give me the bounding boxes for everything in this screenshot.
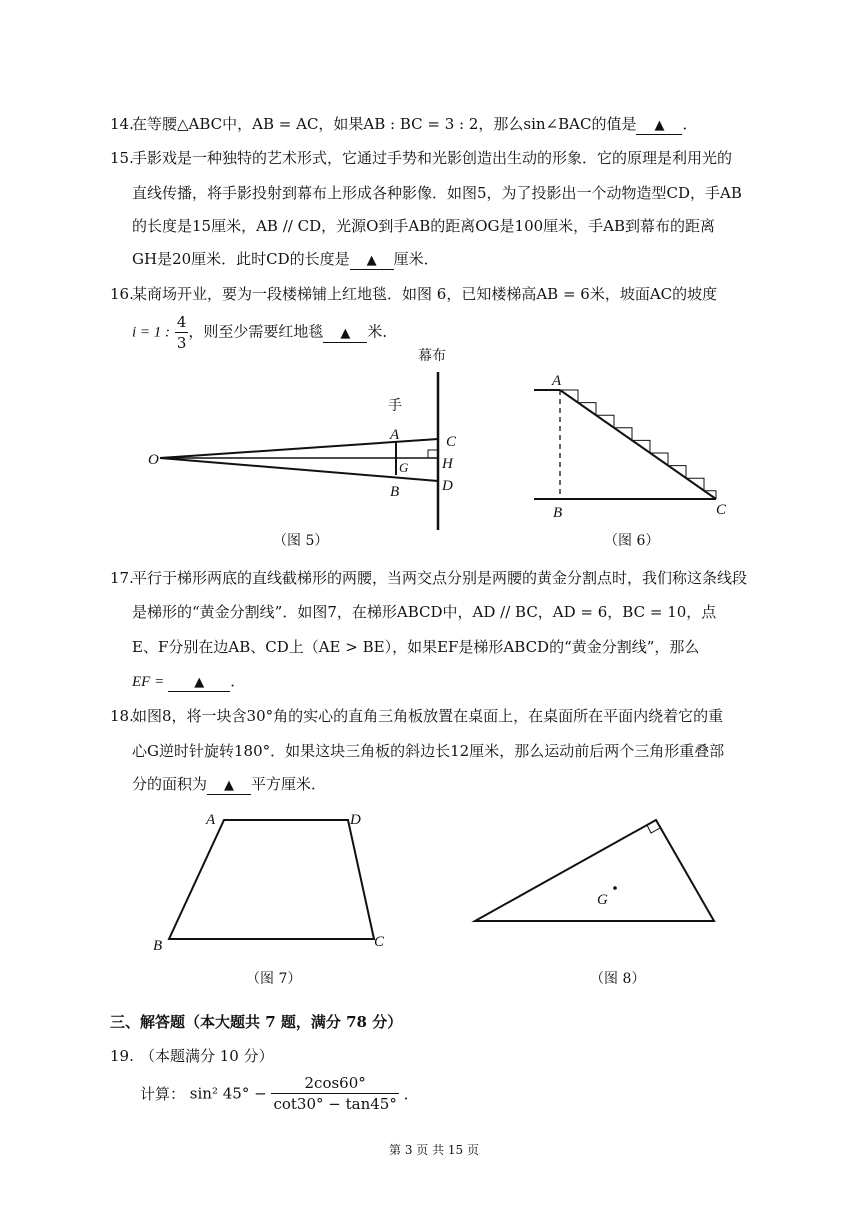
fig5-point-b: B xyxy=(390,484,400,500)
fig7-point-c: C xyxy=(374,934,385,950)
q17-line-2: 是梯形的“黄金分割线”．如图7，在梯形ABCD中，AD // BC，AD = 6，BC = 10，点 xyxy=(132,603,717,621)
q14-text: 在等腰△ABC中，AB = AC，如果AB : BC = 3 : 2，那么sin∠BAC的值是 xyxy=(132,115,637,133)
fig7-point-a: A xyxy=(206,812,216,828)
q14-answer-blank xyxy=(636,116,682,135)
fraction-denominator: cot30° − tan45° xyxy=(273,1095,397,1113)
fig5-point-o: O xyxy=(148,452,159,468)
fig6-slope-ac xyxy=(560,390,716,499)
fig5-hand-label: 手 xyxy=(388,398,402,414)
fraction-denominator: 3 xyxy=(176,334,187,352)
fig5-point-g: G xyxy=(399,460,409,475)
fig7-point-d: D xyxy=(350,812,361,828)
fig6-point-c: C xyxy=(716,502,727,518)
q19-number: 19. xyxy=(110,1047,134,1065)
fig6-caption: （图 6） xyxy=(604,533,660,549)
q17-end: ． xyxy=(230,672,246,690)
q18-number: 18. xyxy=(110,707,134,725)
answer-mark: ▲ xyxy=(654,118,665,133)
fig5-point-a: A xyxy=(390,427,400,443)
q15-line-2: 直线传播，将手影投射到幕布上形成各种影像．如图5，为了投影出一个动物造型CD，手AB xyxy=(132,184,742,202)
fig5-caption: （图 5） xyxy=(273,533,329,549)
answer-mark: ▲ xyxy=(366,253,377,268)
q18-line-3 xyxy=(132,773,326,795)
fraction-numerator: 2cos60° xyxy=(271,1073,398,1094)
q17-line-1: 平行于梯形两底的直线截梯形的两腰，当两交点分别是两腰的黄金分割点时，我们称这条线段 xyxy=(132,569,748,587)
fig5-right-angle xyxy=(428,450,438,458)
q18-answer-blank xyxy=(207,776,251,795)
fig6-point-a: A xyxy=(552,373,562,389)
fig8-right-angle xyxy=(647,825,660,833)
q18-last-prefix: 分的面积为 xyxy=(132,775,208,793)
fig5-point-c: C xyxy=(446,434,457,450)
q17-number: 17. xyxy=(110,569,134,587)
figure-7 xyxy=(145,805,405,965)
fig8-centroid-dot xyxy=(613,886,617,890)
q18-line-2: 心G逆时针旋转180°．如果这块三角板的斜边长12厘米，那么运动前后两个三角形重叠部 xyxy=(132,742,725,760)
q19-formula xyxy=(140,1073,419,1114)
answer-mark: ▲ xyxy=(224,778,235,793)
section-3-title: 三、解答题（本大题共 7 题，满分 78 分） xyxy=(110,1013,403,1031)
q15-line-1: 手影戏是一种独特的艺术形式，它通过手势和光影创造出生动的形象．它的原理是利用光的 xyxy=(132,149,733,167)
q15-unit: 厘米． xyxy=(393,250,439,268)
fig5-point-d: D xyxy=(442,478,453,494)
q19-term-1: sin² 45° − xyxy=(189,1084,267,1103)
q15-line-4-text: GH是20厘米．此时CD的长度是 xyxy=(132,250,350,268)
fig8-caption: （图 8） xyxy=(590,971,646,987)
q17-line-3: E、F分别在边AB、CD上（AE > BE），如果EF是梯形ABCD的“黄金分割线”，那么 xyxy=(132,638,700,656)
fig7-point-b: B xyxy=(153,938,163,954)
q15-line-3: 的长度是15厘米，AB // CD，光源O到手AB的距离OG是100厘米，手AB到幕布的距离 xyxy=(132,217,716,235)
fig5-point-h: H xyxy=(442,456,453,472)
fraction-numerator: 4 xyxy=(176,313,187,331)
q19-fraction xyxy=(271,1073,398,1114)
q15-number: 15. xyxy=(110,149,134,167)
q17-line-4 xyxy=(132,670,245,693)
figure-5 xyxy=(140,340,470,540)
figure-6 xyxy=(520,365,740,525)
figure-8 xyxy=(465,810,725,935)
answer-mark: ▲ xyxy=(194,675,205,690)
page-footer: 第 3 页 共 15 页 xyxy=(389,1143,479,1157)
q15-line-4 xyxy=(132,248,439,270)
q19-header: （本题满分 10 分） xyxy=(140,1047,274,1065)
q16-line-2-text: ，则至少需要红地毯 xyxy=(188,322,324,341)
q17-last-prefix: EF = xyxy=(132,674,165,690)
fig6-point-b: B xyxy=(553,505,563,521)
q19-prefix: 计算： xyxy=(140,1085,186,1103)
q16-slope-prefix: i = 1 : xyxy=(132,324,171,341)
fig8-point-g: G xyxy=(597,892,608,908)
answer-mark: ▲ xyxy=(340,325,351,341)
q16-line-1: 某商场开业，要为一段楼梯铺上红地毯．如图 6，已知楼梯高AB = 6米，坡面AC的坡度 xyxy=(132,285,718,303)
q15-answer-blank xyxy=(350,251,394,270)
q16-unit: 米． xyxy=(367,322,398,341)
fig5-screen-label: 幕布 xyxy=(418,348,446,364)
fig8-triangle xyxy=(475,820,714,921)
q17-answer-blank xyxy=(168,673,230,692)
q19-end: ． xyxy=(403,1085,419,1103)
q18-line-1: 如图8，将一块含30°角的实心的直角三角板放置在桌面上，在桌面所在平面内绕着它的重 xyxy=(132,707,724,725)
q14-number: 14. xyxy=(110,115,134,133)
q18-unit: 平方厘米． xyxy=(251,775,327,793)
fig7-caption: （图 7） xyxy=(246,971,302,987)
fig7-trapezoid xyxy=(169,820,374,939)
q14-text-line: 在等腰△ABC中，AB = AC，如果AB : BC = 3 : 2，那么sin∠BAC的值是 ▲ ． xyxy=(132,115,698,133)
q16-number: 16. xyxy=(110,285,134,303)
